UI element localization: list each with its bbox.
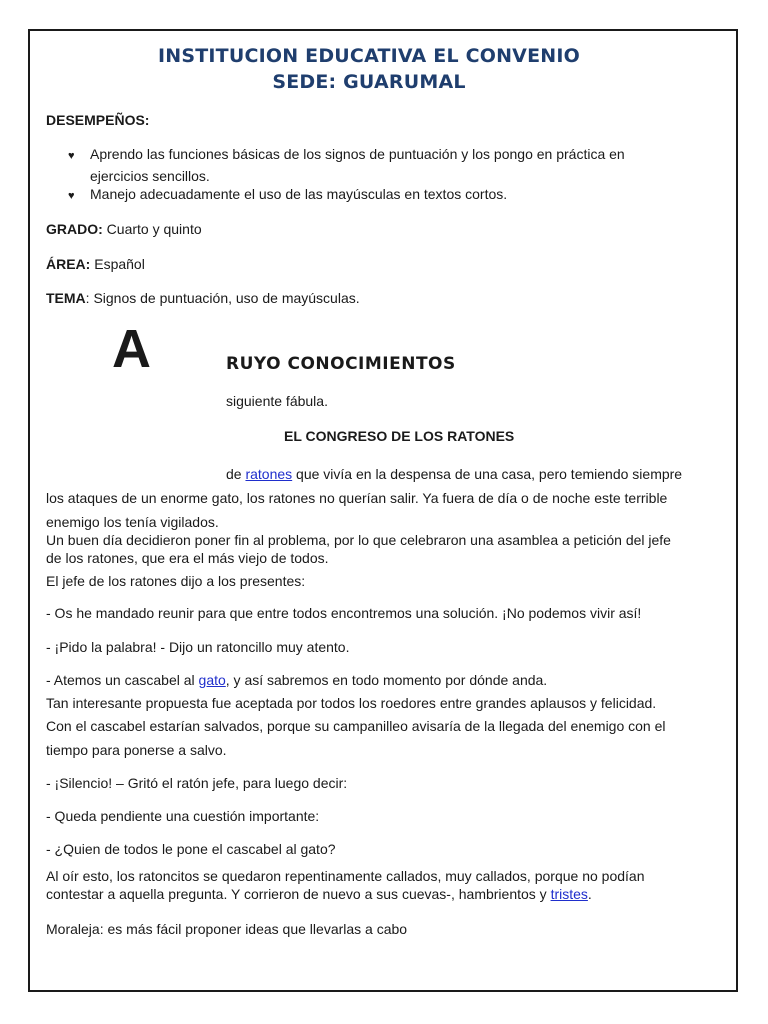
moraleja: Moraleja: es más fácil proponer ideas que llevarlas a cabo (46, 921, 408, 937)
dialogue-4: - ¡Silencio! – Gritó el ratón jefe, para luego decir: (46, 775, 348, 791)
text-segment: contestar a aquella pregunta. Y corrieron de nuevo a sus cuevas-, hambrientos y (46, 886, 551, 902)
instruction-text: siguiente fábula. (226, 393, 328, 409)
grado-value: Cuarto y quinto (102, 221, 202, 237)
section-heading: RUYO CONOCIMIENTOS (226, 354, 456, 374)
big-letter-a: A (112, 319, 151, 379)
heart-bullet-icon: ♥ (68, 150, 75, 162)
dialogue-6: - ¿Quien de todos le pone el cascabel al gato? (46, 841, 336, 857)
desempeno-item-1-line2: ejercicios sencillos. (90, 168, 210, 184)
text-segment: de (226, 466, 246, 482)
desempenos-label: DESEMPEÑOS: (46, 112, 150, 128)
fable-p4-line2: Con el cascabel estarían salvados, porque su campanilleo avisaría de la llegada del enemigo con el (46, 718, 666, 734)
fable-title: EL CONGRESO DE LOS RATONES (284, 428, 515, 444)
heart-bullet-icon: ♥ (68, 190, 75, 202)
dialogue-2: - ¡Pido la palabra! - Dijo un ratoncillo muy atento. (46, 639, 350, 655)
area-label: ÁREA: (46, 256, 91, 272)
tema-value: : Signos de puntuación, uso de mayúsculas. (85, 290, 360, 306)
fable-p5-line1: Al oír esto, los ratoncitos se quedaron repentinamente callados, muy callados, porque no podían (46, 868, 645, 884)
tema-line (46, 290, 360, 306)
fable-p1-line1 (226, 466, 682, 482)
school-name: INSTITUCION EDUCATIVA EL CONVENIO (158, 45, 580, 67)
desempeno-item-1-line1: Aprendo las funciones básicas de los signos de puntuación y los pongo en práctica en (90, 146, 625, 162)
text-segment: que vivía en la despensa de una casa, pero temiendo siempre (292, 466, 683, 482)
ratones-link[interactable]: ratones (245, 466, 293, 482)
fable-p2-line2: de los ratones, que era el más viejo de todos. (46, 550, 329, 566)
gato-link[interactable]: gato (198, 672, 226, 688)
fable-p1-line2: los ataques de un enorme gato, los ratones no querían salir. Ya fuera de día o de noche este terrible (46, 490, 668, 506)
desempeno-item-2: Manejo adecuadamente el uso de las mayúsculas en textos cortos. (90, 186, 508, 202)
fable-p1-line3: enemigo los tenía vigilados. (46, 514, 219, 530)
tristes-link[interactable]: tristes (550, 886, 588, 902)
fable-p4-line1: Tan interesante propuesta fue aceptada por todos los roedores entre grandes aplausos y felicidad. (46, 695, 657, 711)
fable-p2-line1: Un buen día decidieron poner fin al problema, por lo que celebraron una asamblea a petición del jefe (46, 532, 671, 548)
dialogue-1: - Os he mandado reunir para que entre todos encontremos una solución. ¡No podemos vivir así! (46, 605, 642, 621)
fable-p4-line3: tiempo para ponerse a salvo. (46, 742, 227, 758)
school-branch: SEDE: GUARUMAL (272, 71, 466, 93)
area-value: Español (90, 256, 145, 272)
text-segment: - Atemos un cascabel al (46, 672, 199, 688)
grado-line (46, 221, 202, 237)
dialogue-3 (46, 672, 547, 688)
text-segment: , y así sabremos en todo momento por dónde anda. (225, 672, 548, 688)
fable-p3: El jefe de los ratones dijo a los presentes: (46, 573, 306, 589)
grado-label: GRADO: (46, 221, 103, 237)
area-line (46, 256, 145, 272)
dialogue-5: - Queda pendiente una cuestión importante: (46, 808, 320, 824)
fable-p5-line2 (46, 886, 592, 902)
tema-label: TEMA (46, 290, 86, 306)
text-segment: . (587, 886, 592, 902)
